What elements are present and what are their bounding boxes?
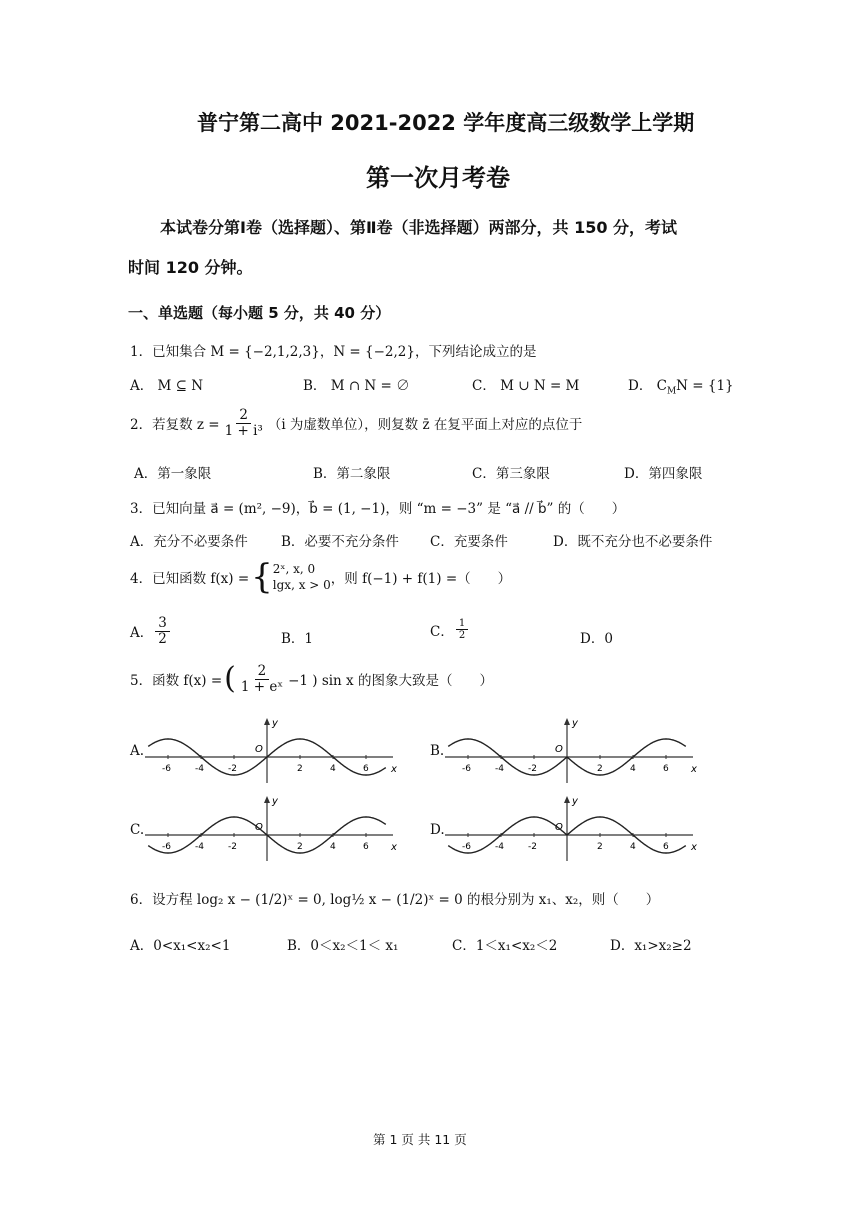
graph-b-y-arrow <box>564 718 570 725</box>
graph-b <box>445 715 705 785</box>
question-2-stem: 2．若复数 z = $\frac{2}{\text{1 + i³}}$ （i 为虚数单位），则复数 z̄ 在复平面上对应的点位于 <box>130 407 583 439</box>
question-2-option-c: C．第三象限 <box>472 466 550 482</box>
graph-d-tick-label: -6 <box>462 842 471 852</box>
question-1-option-a: A． M ⊆ N <box>130 378 204 394</box>
question-4-option-b: B．1 <box>281 631 314 647</box>
graph-b-tick-label: 2 <box>597 764 603 774</box>
graph-d-tick-label: 4 <box>630 842 636 852</box>
question-4-option-c: C． $\frac{1}{2}$ <box>430 618 470 641</box>
question-5-option-b: B. <box>430 743 445 759</box>
graph-b-y-label: y <box>572 718 578 729</box>
graph-a-origin-label: O <box>255 744 263 755</box>
graph-c-tick-label: 6 <box>363 842 369 852</box>
page-footer: 第 1 页 共 11 页 <box>373 1132 467 1147</box>
question-4-option-a: A． $\frac{3}{2}$ <box>130 616 172 647</box>
question-6-option-d: D．x₁>x₂≥2 <box>610 938 692 954</box>
graph-a-y-arrow <box>264 718 270 725</box>
section-heading: 一、单选题（每小题 5 分，共 40 分） <box>128 304 391 322</box>
question-3-option-b: B．必要不充分条件 <box>281 534 399 550</box>
graph-c-tick-label: -4 <box>195 842 204 852</box>
graph-b-tick-label: -2 <box>528 764 537 774</box>
question-3-option-c: C．充要条件 <box>430 534 508 550</box>
graph-c-tick-label: -2 <box>228 842 237 852</box>
question-2-option-a: A．第一象限 <box>134 466 212 482</box>
question-1-option-d: D． $C_MN = \{1\}$ <box>628 378 734 397</box>
graph-b-x-label: x <box>691 764 697 775</box>
graph-d-tick-label: -2 <box>528 842 537 852</box>
graph-a-tick-label: 2 <box>297 764 303 774</box>
question-6-stem: 6．设方程 log₂ x − (1/2)ˣ = 0, log½ x − (1/2)ˣ = 0 的根分别为 x₁、x₂，则（ ） <box>130 892 660 908</box>
question-6-option-c: C．1＜x₁<x₂＜2 <box>452 938 558 954</box>
graph-c <box>145 793 405 863</box>
question-3-option-d: D．既不充分也不必要条件 <box>553 534 713 550</box>
graph-c-y-label: y <box>272 796 278 807</box>
graph-a-tick-label: -2 <box>228 764 237 774</box>
piecewise-case-1: 2ˣ, x, 0 <box>272 561 316 576</box>
question-2-option-d: D．第四象限 <box>624 466 703 482</box>
question-4-option-d: D．0 <box>580 631 613 647</box>
graph-c-x-label: x <box>391 842 397 853</box>
graph-b-tick-label: -6 <box>462 764 471 774</box>
graph-c-tick-label: 4 <box>330 842 336 852</box>
graph-c-origin-label: O <box>255 822 263 833</box>
piecewise-case-2: lgx, x > 0 <box>272 578 331 592</box>
graph-d-x-label: x <box>691 842 697 853</box>
question-1-option-c: C． M ∪ N = M <box>472 378 580 394</box>
graph-b-tick-label: -4 <box>495 764 504 774</box>
question-3-stem: 3．已知向量 a⃗ = (m², −9)，b⃗ = (1, −1)，则 “m = −3” 是 “a⃗ // b⃗” 的（ ） <box>130 501 626 517</box>
question-6-option-b: B．0＜x₂＜1＜ x₁ <box>287 938 399 954</box>
exam-subtitle: 第一次月考卷 <box>366 164 510 192</box>
graph-d-y-label: y <box>572 796 578 807</box>
question-1-option-b: B． M ∩ N = ∅ <box>303 378 410 394</box>
graph-c-y-arrow <box>264 796 270 803</box>
graph-a-y-label: y <box>272 718 278 729</box>
question-2-option-b: B．第二象限 <box>313 466 391 482</box>
graph-d-y-arrow <box>564 796 570 803</box>
graph-d-tick-label: 6 <box>663 842 669 852</box>
intro-line-1: 本试卷分第Ⅰ卷（选择题）、第Ⅱ卷（非选择题）两部分，共 150 分，考试 <box>160 218 678 237</box>
graph-d-tick-label: -4 <box>495 842 504 852</box>
question-4-stem: 4．已知函数 f(x) = { 2ˣ, x, 0 lgx, x > 0 ，则 f(−1) + f(1) =（ ） <box>130 557 512 597</box>
question-5-option-a: A. <box>130 743 145 759</box>
graph-d-origin-label: O <box>555 822 563 833</box>
graph-a-tick-label: -6 <box>162 764 171 774</box>
graph-a-tick-label: 4 <box>330 764 336 774</box>
graph-a-x-label: x <box>391 764 397 775</box>
question-5-option-d: D. <box>430 822 445 838</box>
question-5-option-c: C. <box>130 822 145 838</box>
graph-a <box>145 715 405 785</box>
intro-line-2: 时间 120 分钟。 <box>128 258 253 277</box>
question-6-option-a: A．0<x₁<x₂<1 <box>130 938 231 954</box>
question-5-stem: 5．函数 f(x) = ( $\frac{2}{\text{1 + eˣ}}$ −1 ) sin x 的图象大致是（ ） <box>130 661 493 697</box>
graph-a-tick-label: 6 <box>363 764 369 774</box>
graph-d-tick-label: 2 <box>597 842 603 852</box>
exam-title: 普宁第二高中 2021-2022 学年度高三级数学上学期 <box>197 111 695 135</box>
graph-b-tick-label: 4 <box>630 764 636 774</box>
question-1-stem: 1．已知集合 M = {−2,1,2,3}，N = {−2,2}，下列结论成立的是 <box>130 344 537 360</box>
graph-d <box>445 793 705 863</box>
question-3-option-a: A．充分不必要条件 <box>130 534 248 550</box>
graph-c-tick-label: -6 <box>162 842 171 852</box>
graph-c-tick-label: 2 <box>297 842 303 852</box>
graph-b-origin-label: O <box>555 744 563 755</box>
graph-a-tick-label: -4 <box>195 764 204 774</box>
graph-b-tick-label: 6 <box>663 764 669 774</box>
